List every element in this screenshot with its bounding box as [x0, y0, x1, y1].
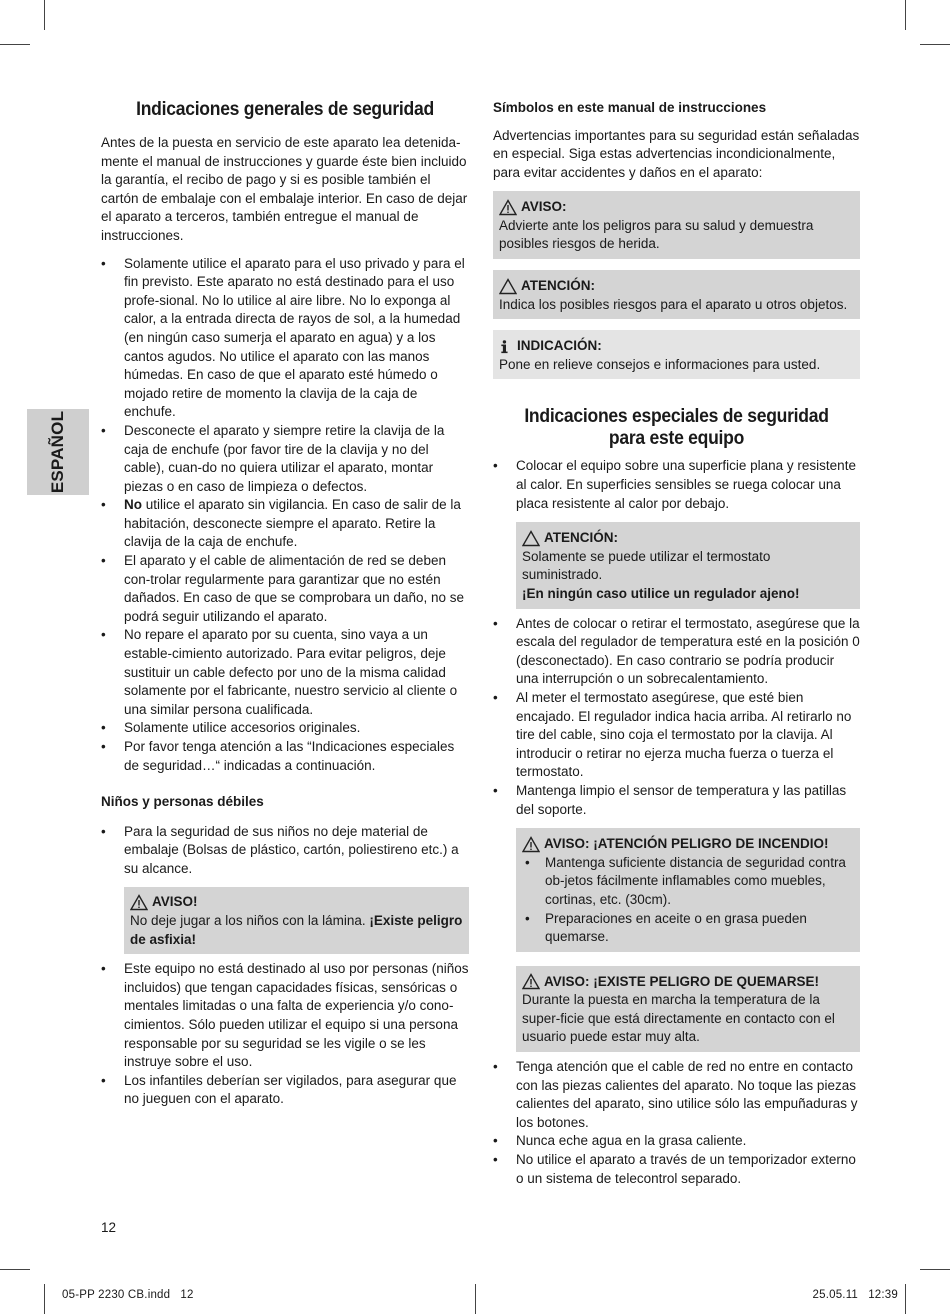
atencion-box [493, 270, 860, 319]
atencion2-title: ATENCIÓN: [544, 530, 618, 546]
info-icon [499, 338, 513, 355]
list-item: • Este equipo no está destinado al uso por personas (niños incluidos) que tengan capacidades físicas, sensóricas o mentales limitadas o una falta de experiencia y/o cono-cimientos. Sólo pueden utilizar el equipo si una persona responsable por su seguridad se les vigile o se les instruye sobre el uso. [101, 960, 469, 1072]
left-column [101, 96, 469, 1118]
indicacion-title: INDICACIÓN: [517, 338, 602, 354]
burn-warning-header [522, 973, 854, 992]
atencion2-emphasis: ¡En ningún caso utilice un regulador ajeno! [522, 586, 800, 601]
warning-triangle-icon [130, 894, 148, 911]
list-item: • Solamente utilice el aparato para el uso privado y para el fin previsto. Este aparato no está destinado para el uso profe-sional. No lo utilice al aire libre. No lo exponga al calor, a la entrada directa de rayos de sol, a la humedad (en ningún caso sumerja el aparato en agua) y a los cantos agudos. No utilice el aparato con las manos húmedas. En caso de que el aparato esté húmedo o mojado retire de momento la clavija de la caja de enchufe. [101, 255, 469, 422]
atencion2-header [522, 529, 854, 548]
indicacion-header [499, 337, 854, 356]
list-item: • Mantenga limpio el sensor de temperatura y las patillas del soporte. [493, 782, 860, 819]
list-item: • Los infantiles deberían ser vigilados, para asegurar que no jueguen con el aparato. [101, 1072, 469, 1109]
caution-triangle-icon [499, 278, 517, 295]
indicacion-box [493, 330, 860, 379]
warning-triangle-icon [499, 199, 517, 216]
burn-warning-box [516, 966, 860, 1052]
crop-mark [920, 1269, 950, 1270]
children-list [101, 823, 469, 879]
fire-warning-box [516, 828, 860, 952]
list-item: • Por favor tenga atención a las “Indicaciones especiales de seguridad…“ indicadas a continuación. [101, 738, 469, 775]
special-list-c [493, 1058, 860, 1188]
crop-mark [0, 44, 30, 45]
crop-mark [0, 1269, 30, 1270]
crop-mark [920, 44, 950, 45]
warning-text: No deje jugar a los niños con la lámina. [130, 913, 370, 929]
caution-triangle-icon [522, 530, 540, 547]
list-item: • El aparato y el cable de alimentación de red se deben con-trolar regularmente para garantizar que no estén dañados. En caso de que se comprobara un daño, no se podrá seguir utilizando el aparato. [101, 552, 469, 626]
special-heading-line1: Indicaciones especiales de seguridad [524, 405, 829, 428]
crop-mark [475, 1284, 476, 1314]
list-item: • Preparaciones en aceite o en grasa pueden quemarse. [522, 910, 854, 947]
footer-filename: 05-PP 2230 CB.indd 12 [62, 1289, 194, 1301]
list-item: • Solamente utilice accesorios originales. [101, 719, 469, 738]
atencion2-text: Solamente se puede utilizar el termostato suministrado. [522, 548, 771, 583]
list-item: • No repare el aparato por su cuenta, sino vaya a un estable-cimiento autorizado. Para evitar peligros, deje sustituir un cable defecto por uno de la misma calidad solamente por el fabricante, nuestro servicio al cliente o una similar persona cualificada. [101, 626, 469, 719]
children-heading: Niños y personas débiles [101, 794, 264, 810]
crop-mark [44, 0, 45, 30]
list-item: • Antes de colocar o retirar el termostato, asegúrese que la escala del regulador de temperatura esté en la posición 0 (desconectado). En caso contrario se podría producir una interrupción o un sobrecalentamiento. [493, 615, 860, 689]
warning-box [124, 887, 469, 954]
crop-mark [905, 0, 906, 30]
footer-date: 25.05.11 12:39 [812, 1289, 898, 1301]
special-list-a [493, 457, 860, 513]
list-item: • Para la seguridad de sus niños no deje material de embalaje (Bolsas de plástico, cartón, poliestireno etc.) a su alcance. [101, 823, 469, 879]
atencion-title: ATENCIÓN: [521, 278, 595, 294]
burn-warning-title: AVISO: ¡EXISTE PELIGRO DE QUEMARSE! [544, 973, 820, 989]
emphasis-no: No [124, 497, 142, 513]
aviso-box [493, 191, 860, 259]
atencion-header [499, 277, 854, 296]
list-item: • Desconecte el aparato y siempre retire la clavija de la caja de enchufe (por favor tire de la clavija y no del cable), cuan-do no quiera utilizar el aparato, montar piezas o en caso de limpieza o defectos. [101, 422, 469, 496]
warning-triangle-icon [522, 973, 540, 990]
atencion-termostato-box [516, 522, 860, 608]
list-item-text: utilice el aparato sin vigilancia. En caso de salir de la habitación, desconecte siempre el aparato. Retire la clavija de la caja de enchufe. [124, 497, 461, 550]
crop-mark [44, 1284, 45, 1314]
fire-warning-title: AVISO: ¡ATENCIÓN PELIGRO DE INCENDIO! [544, 836, 829, 852]
warning-triangle-icon [522, 836, 540, 853]
right-column [493, 99, 860, 1197]
list-item [101, 496, 469, 552]
page-number: 12 [101, 1220, 117, 1235]
symbols-intro: Advertencias importantes para su seguridad están señaladas en especial. Siga estas advertencias incondicionalmente, para evitar accidentes y daños en el aparato: [493, 127, 860, 180]
warning-box-title: AVISO! [152, 894, 198, 910]
aviso-title: AVISO: [521, 199, 567, 215]
special-safety-heading [511, 405, 841, 449]
aviso-header [499, 198, 854, 217]
list-item: • Mantenga suficiente distancia de seguridad contra ob-jetos fácilmente inflamables como muebles, cortinas, etc. (30cm). [522, 854, 854, 910]
general-safety-heading: Indicaciones generales de seguridad [136, 98, 434, 120]
warning-emphasis: ¡Existe peligro de asfixia! [130, 913, 463, 947]
aviso-text: Advierte ante los peligros para su salud y demuestra posibles riesgos de herida. [499, 217, 814, 252]
symbols-heading: Símbolos en este manual de instrucciones [493, 100, 767, 115]
fire-warning-list [522, 854, 854, 947]
general-safety-list [101, 255, 469, 776]
list-item: • Nunca eche agua en la grasa caliente. [493, 1132, 860, 1151]
crop-mark [905, 1284, 906, 1314]
intro-paragraph: Antes de la puesta en servicio de este aparato lea detenida-mente el manual de instrucciones y guarde éste bien incluido la garantía, el recibo de pago y si es posible también el cartón de embalaje con el embalaje interior. En caso de dejar el aparato a terceros, también entregue el manual de instrucciones. [101, 135, 468, 243]
children-list-continued [101, 960, 469, 1109]
list-item: • Al meter el termostato asegúrese, que esté bien encajado. El regulador indica hacia arriba. Al retirarlo no tire del cable, sino coja el termostato por la clavija. Al introducir o retirar no ejerza mucha fuerza o tuerza el termostato. [493, 689, 860, 782]
fire-warning-header [522, 835, 854, 854]
burn-warning-text: Durante la puesta en marcha la temperatura de la super-ficie que está directamente en contacto con el usuario puede estar muy alta. [522, 992, 835, 1045]
list-item: • No utilice el aparato a través de un temporizador externo o un sistema de telecontrol separado. [493, 1151, 860, 1188]
special-heading-line2: para este equipo [608, 427, 745, 450]
warning-box-text [130, 912, 463, 949]
special-list-b [493, 615, 860, 820]
list-item: • Tenga atención que el cable de red no entre en contacto con las piezas calientes del aparato. No toque las piezas calientes del aparato, sino utilice sólo las empuñaduras y los botones. [493, 1058, 860, 1132]
warning-box-header [130, 893, 463, 912]
indicacion-text: Pone en relieve consejos e informaciones para usted. [499, 356, 821, 372]
atencion-text: Indica los posibles riesgos para el aparato u otros objetos. [499, 296, 848, 312]
list-item: • Colocar el equipo sobre una superficie plana y resistente al calor. En superficies sensibles se ruega colocar una placa resistente al calor por debajo. [493, 457, 860, 513]
language-tab-label: ESPAÑOL [48, 410, 67, 494]
